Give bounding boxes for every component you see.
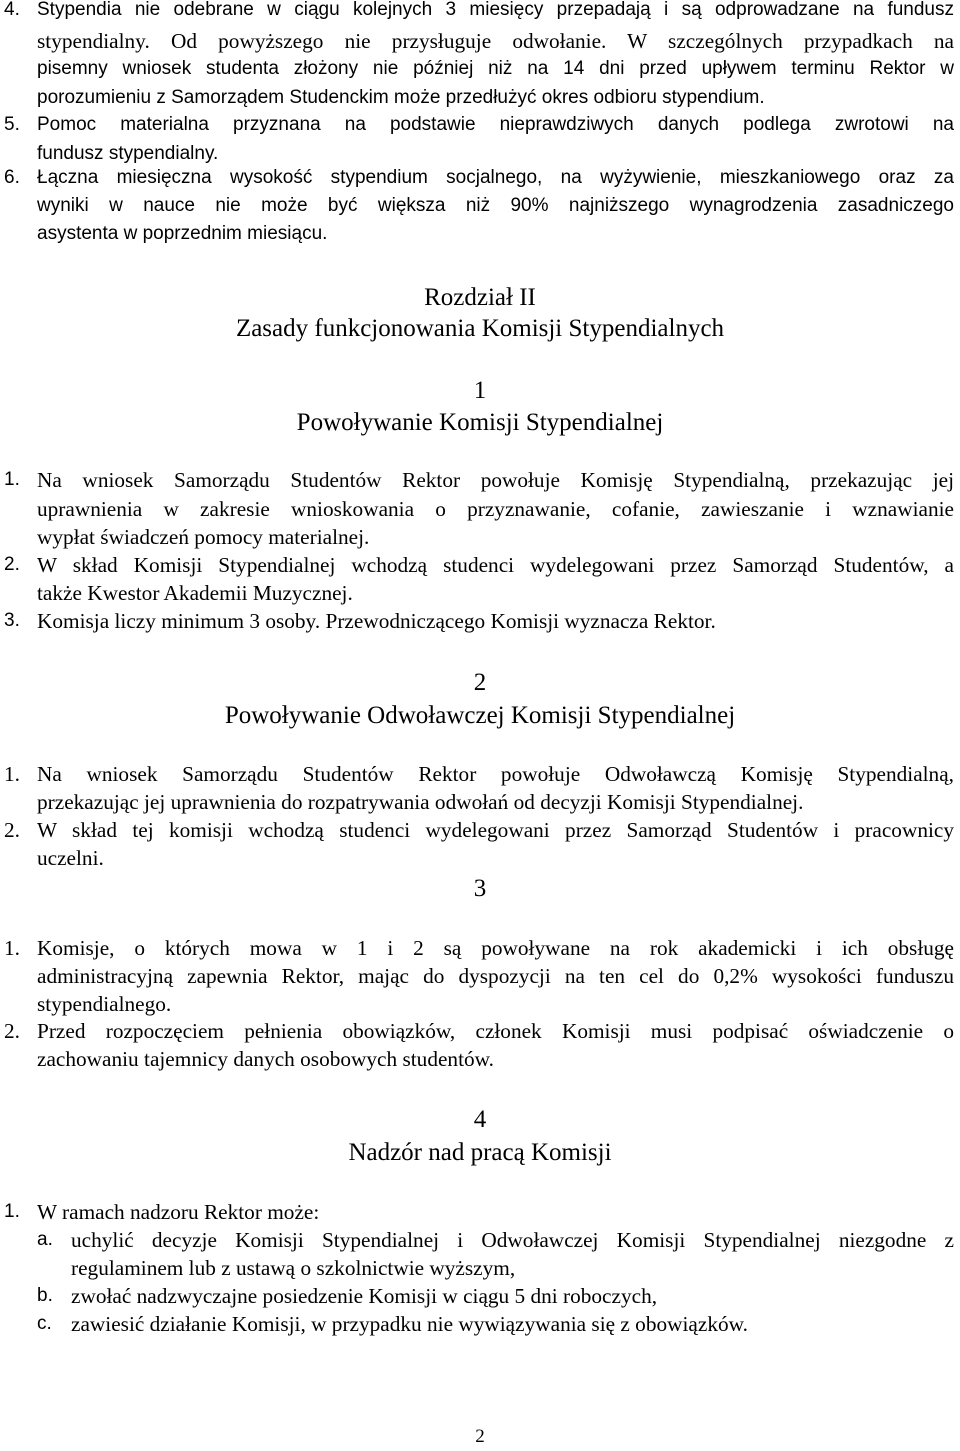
list-number: 1.	[4, 762, 20, 786]
list-item-line: porozumieniu z Samorządem Studenckim może przedłużyć okres odbioru stypendium.	[37, 87, 765, 108]
chapter-subtitle: Zasady funkcjonowania Komisji Stypendialnych	[235, 315, 725, 342]
section-number	[0, 1107, 960, 1132]
sublist-letter: a.	[37, 1229, 53, 1250]
list-item-line: Przed rozpoczęciem pełnienia obowiązków, członek Komisji musi podpisać oświadczenie o	[37, 1019, 954, 1043]
list-item-line: fundusz stypendialny.	[37, 143, 219, 164]
list-item-line: wypłat świadczeń pomocy materialnej.	[37, 525, 370, 549]
list-item-line: Stypendia nie odebrane w ciągu kolejnych 3 miesięcy przepadają i są odprowadzane na fundusz	[37, 0, 954, 20]
chapter-title: Rozdział II	[424, 284, 536, 311]
list-item-line: Na wniosek Samorządu Studentów Rektor powołuje Komisję Stypendialną, przekazując jej	[37, 468, 954, 492]
sublist-item-line: zawiesić działanie Komisji, w przypadku nie wywiązywania się z obowiązków.	[71, 1312, 748, 1336]
list-number: 4.	[4, 0, 20, 20]
list-item-line: Komisja liczy minimum 3 osoby. Przewodniczącego Komisji wyznacza Rektor.	[37, 609, 716, 633]
list-item-line: asystenta w poprzednim miesiącu.	[37, 223, 328, 244]
sublist-item-line: uchylić decyzje Komisji Stypendialnej i Odwoławczej Komisji Stypendialnej niezgodne z	[71, 1228, 954, 1252]
section-title: Nadzór nad pracą Komisji	[348, 1139, 612, 1166]
section-number-value: 1	[473, 377, 487, 404]
section-number-value: 4	[473, 1106, 487, 1133]
list-number: 1.	[4, 1201, 20, 1222]
list-item-line: uprawnienia w zakresie wnioskowania o przyznawanie, cofanie, zawieszanie i wznawianie	[37, 497, 954, 521]
list-number: 5.	[4, 114, 20, 135]
list-item-line: stypendialny. Od powyższego nie przysługuje odwołanie. W szczególnych przypadkach na	[37, 29, 954, 53]
list-item-line: także Kwestor Akademii Muzycznej.	[37, 581, 353, 605]
list-item-line: W skład Komisji Stypendialnej wchodzą studenci wydelegowani przez Samorząd Studentów, a	[37, 553, 954, 577]
list-item-line: Łączna miesięczna wysokość stypendium socjalnego, na wyżywienie, mieszkaniowego oraz za	[37, 167, 954, 188]
sublist-letter: c.	[37, 1313, 52, 1334]
section-number-value: 3	[473, 875, 487, 902]
section-number	[0, 670, 960, 695]
list-number: 2.	[4, 554, 20, 575]
list-number: 1.	[4, 469, 20, 490]
list-number: 1.	[4, 936, 20, 960]
section-number-value: 2	[473, 669, 487, 696]
list-item-line: Na wniosek Samorządu Studentów Rektor powołuje Odwoławczą Komisję Stypendialną,	[37, 762, 954, 786]
list-item-line: Pomoc materialna przyznana na podstawie nieprawdziwych danych podlega zwrotowi na	[37, 114, 954, 135]
section-number	[0, 876, 960, 901]
list-number: 2.	[4, 1019, 20, 1043]
list-item-line: Komisje, o których mowa w 1 i 2 są powoływane na rok akademicki i ich obsługę	[37, 936, 954, 960]
list-item-line: stypendialnego.	[37, 992, 172, 1016]
list-item-line: administracyjną zapewnia Rektor, mając do dyspozycji na ten cel do 0,2% wysokości funduszu	[37, 964, 954, 988]
list-number: 6.	[4, 167, 20, 188]
list-item-line: W skład tej komisji wchodzą studenci wydelegowani przez Samorząd Studentów i pracownicy	[37, 818, 954, 842]
list-item-line: W ramach nadzoru Rektor może:	[37, 1200, 320, 1224]
sublist-letter: b.	[37, 1285, 53, 1306]
list-item-line: wyniki w nauce nie może być większa niż 90% najniższego wynagrodzenia zasadniczego	[37, 195, 954, 216]
page-number: 2	[475, 1426, 485, 1447]
list-number: 3.	[4, 610, 20, 631]
list-number: 2.	[4, 818, 20, 842]
section-number	[0, 378, 960, 403]
section-title: Powoływanie Komisji Stypendialnej	[296, 409, 664, 436]
list-item-line: zachowaniu tajemnicy danych osobowych studentów.	[37, 1047, 494, 1071]
sublist-item-line: regulaminem lub z ustawą o szkolnictwie wyższym,	[71, 1256, 516, 1280]
list-item-line: pisemny wniosek studenta złożony nie później niż na 14 dni przed upływem terminu Rektor w	[37, 58, 954, 79]
sublist-item-line: zwołać nadzwyczajne posiedzenie Komisji w ciągu 5 dni roboczych,	[71, 1284, 658, 1308]
list-item-line: przekazując jej uprawnienia do rozpatrywania odwołań od decyzji Komisji Stypendialnej.	[37, 790, 804, 814]
list-item-line: uczelni.	[37, 846, 104, 870]
section-title: Powoływanie Odwoławczej Komisji Stypendialnej	[224, 702, 736, 729]
